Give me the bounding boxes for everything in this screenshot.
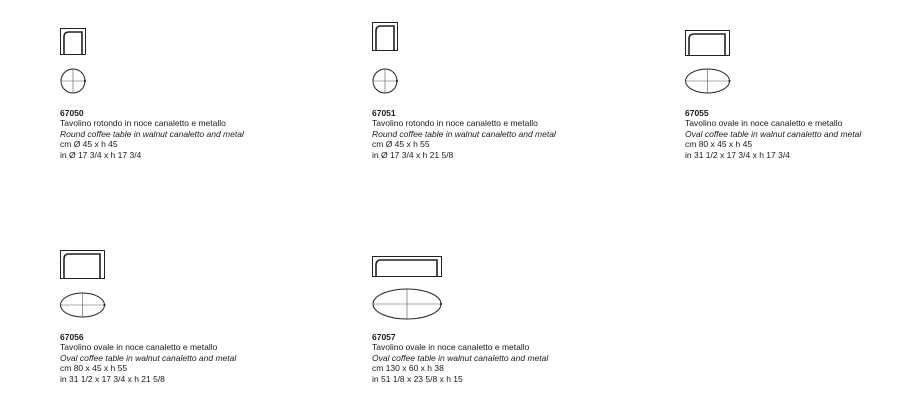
plan-view-drawing <box>372 288 444 322</box>
plan-view-drawing <box>372 68 400 96</box>
dimensions-inches: in 51 1/8 x 23 5/8 x h 15 <box>372 373 463 384</box>
description-italian: Tavolino rotondo in noce canaletto e metallo <box>372 118 538 128</box>
product-67055 <box>685 28 909 160</box>
description-english: Round coffee table in walnut canaletto and metal <box>372 128 556 139</box>
product-code: 67051 <box>372 108 396 118</box>
dimensions-inches: in 31 1/2 x 17 3/4 x h 17 3/4 <box>685 149 790 160</box>
plan-view-drawing <box>685 68 731 96</box>
side-elevation-drawing <box>372 22 400 52</box>
side-elevation-drawing <box>60 28 88 56</box>
dimensions-inches: in 31 1/2 x 17 3/4 x h 21 5/8 <box>60 373 165 384</box>
dimensions-inches: in Ø 17 3/4 x h 21 5/8 <box>372 149 454 160</box>
description-italian: Tavolino ovale in noce canaletto e metallo <box>372 342 530 352</box>
dimensions-cm: cm 80 x 45 x h 45 <box>685 139 753 149</box>
description-english: Round coffee table in walnut canaletto and metal <box>60 128 244 139</box>
side-elevation-drawing <box>685 30 731 58</box>
description-english: Oval coffee table in walnut canaletto and metal <box>685 128 862 139</box>
side-elevation-drawing <box>372 256 444 280</box>
product-drawings <box>685 28 909 108</box>
dimensions-cm: cm Ø 45 x h 45 <box>60 139 118 149</box>
product-drawings <box>372 28 612 108</box>
description-english: Oval coffee table in walnut canaletto and metal <box>60 352 237 363</box>
product-67051 <box>372 28 612 160</box>
product-67050 <box>60 28 300 160</box>
product-code: 67056 <box>60 332 84 342</box>
description-english: Oval coffee table in walnut canaletto and metal <box>372 352 549 363</box>
plan-view-drawing <box>60 292 106 320</box>
product-code: 67050 <box>60 108 84 118</box>
dimensions-inches: in Ø 17 3/4 x h 17 3/4 <box>60 149 142 160</box>
product-drawings <box>60 28 300 108</box>
product-drawings <box>372 252 612 332</box>
description-italian: Tavolino ovale in noce canaletto e metallo <box>60 342 218 352</box>
description-italian: Tavolino rotondo in noce canaletto e metallo <box>60 118 226 128</box>
product-code: 67057 <box>372 332 396 342</box>
product-drawings <box>60 252 300 332</box>
dimensions-cm: cm 130 x 60 x h 38 <box>372 363 444 373</box>
dimensions-cm: cm Ø 45 x h 55 <box>372 139 430 149</box>
dimensions-cm: cm 80 x 45 x h 55 <box>60 363 128 373</box>
product-code: 67055 <box>685 108 709 118</box>
description-italian: Tavolino ovale in noce canaletto e metallo <box>685 118 843 128</box>
product-67057 <box>372 252 612 384</box>
product-67056 <box>60 252 300 384</box>
side-elevation-drawing <box>60 250 106 280</box>
plan-view-drawing <box>60 68 88 96</box>
